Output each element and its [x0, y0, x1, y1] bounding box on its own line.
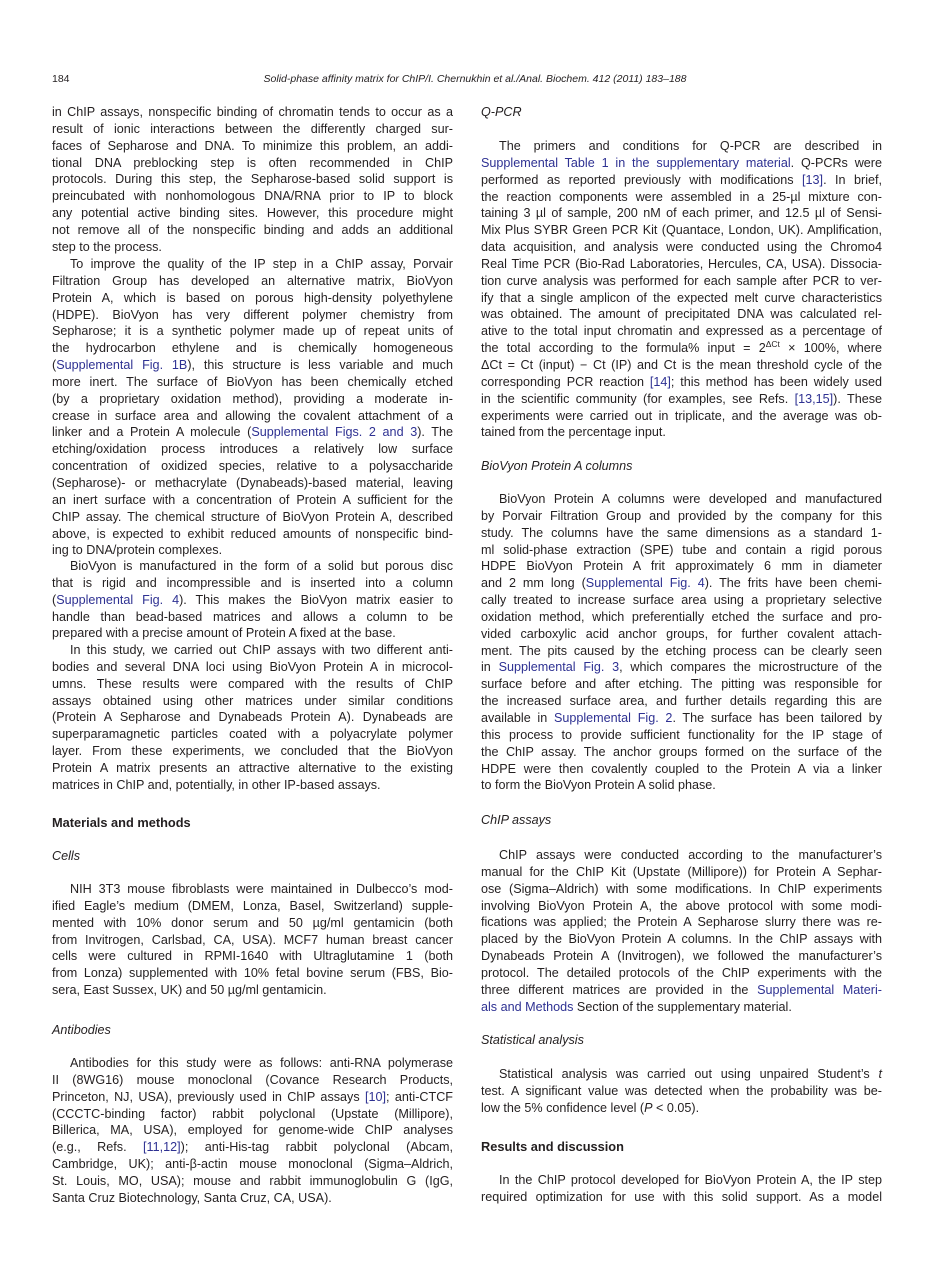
text-segment: ). These: [833, 391, 883, 406]
text-line: the increased surface area, and further details regarding this are: [481, 694, 882, 709]
text-line: [52, 592, 453, 609]
text-line: Dynabeads Protein A (Invitrogen), we followed the manufacturer’s: [481, 949, 882, 964]
text-line: the ChIP assay. The anchor groups formed on the surface of the: [481, 744, 882, 759]
italic-symbol: t: [878, 1067, 882, 1081]
paragraph-biovyon-disc: [52, 558, 453, 642]
text-line: Protein A matrix presents an attractive alternative to the existing: [52, 760, 453, 775]
text-line: data acquisition, and analysis were conducted using the Chromo4: [481, 240, 882, 255]
paragraph-columns: [481, 491, 882, 794]
reference-link[interactable]: Supplemental Fig. 3: [498, 660, 620, 675]
running-head: Solid-phase affinity matrix for ChIP/I. Chernukhin et al./Anal. Biochem. 412 (2011) 183–188: [263, 73, 687, 85]
text-line: preincubated with nonhomologous DNA/RNA prior to IP to block: [52, 189, 453, 204]
reference-link[interactable]: [13,15]: [794, 391, 834, 406]
text-line: [481, 999, 882, 1016]
text-line: more inert. The surface of BioVyon has been chemically etched: [52, 374, 453, 389]
text-line: [481, 575, 882, 592]
text-line: The primers and conditions for Q-PCR are described in: [499, 139, 882, 153]
text-line: the hydrocarbon ethylene and is chemically homogeneous: [52, 341, 453, 356]
text-line: Cambridge, UK); anti-β-actin mouse monoclonal (Sigma–Aldrich,: [52, 1157, 453, 1172]
text-line: tion curve analysis was performed for each sample after PCR to ver-: [481, 273, 882, 288]
text-line: concentration of oxidized species, relative to a polysaccharide: [52, 459, 453, 474]
text-line: cally treated to increase surface area using a proprietary selective: [481, 593, 882, 608]
text-line: St. Louis, MO, USA); mouse and rabbit immunoglobulin G (IgG,: [52, 1173, 453, 1188]
text-line: faces of Sepharose and DNA. To minimize this problem, an addi-: [52, 138, 453, 153]
text-line: Santa Cruz Biotechnology, Santa Cruz, CA, USA).: [52, 1190, 332, 1205]
text-line: oxidation method, which preferentially etched the surface and pro-: [481, 609, 882, 624]
text-line: ose (Sigma–Aldrich) with some modifications. In ChIP experiments: [481, 881, 882, 896]
text-segment: ). This makes the BioVyon matrix easier to: [179, 592, 454, 607]
text-line: result of ionic interactions between the differently charged sur-: [52, 121, 453, 136]
reference-link[interactable]: Supplemental Fig. 1B: [56, 358, 188, 373]
text-line: ing to DNA/protein complexes.: [52, 543, 223, 558]
text-segment: Statistical analysis was carried out using unpaired Student’s: [499, 1067, 879, 1081]
paragraph-antibodies: [52, 1055, 453, 1207]
text-segment: linker and a Protein A molecule (: [52, 425, 252, 440]
text-line: Protein A, which is based on porous high-density polyethylene: [52, 290, 453, 305]
text-line: was obtained. The amount of precipitated DNA was calculated rel-: [481, 307, 882, 322]
text-line: [52, 424, 453, 441]
subsection-heading-chip: ChIP assays: [481, 813, 552, 827]
text-line: mented with 10% donor serum and 50 µg/ml gentamicin (both: [52, 915, 453, 930]
text-line: Billerica, MA, USA), employed for genome-wide ChIP analyses: [52, 1123, 453, 1138]
text-line: ified Eagle’s medium (DMEM, Lonza, Basel, Switzerland) supple-: [52, 898, 453, 913]
subsection-heading-statistics: Statistical analysis: [481, 1033, 584, 1047]
text-line: [481, 391, 882, 408]
text-line: required optimization for use with this solid support. As a model: [481, 1189, 882, 1204]
text-segment: ). The frits have been chemi-: [704, 576, 883, 591]
paragraph-intro-continued: [52, 104, 453, 256]
section-heading-results: Results and discussion: [481, 1139, 624, 1154]
text-line: test. A significant value was detected when the probability was be-: [481, 1083, 882, 1098]
text-line: Real Time PCR (Bio-Rad Laboratories, Hercules, CA, USA). Dissocia-: [481, 256, 882, 271]
text-segment: . Q-PCRs were: [790, 155, 882, 170]
text-line: (by a proprietary oxidation method), providing a moderate in-: [52, 391, 453, 406]
text-line: by Porvair Filtration Group and provided by the company for this: [481, 508, 882, 523]
reference-link[interactable]: Supplemental Fig. 2: [553, 710, 673, 725]
text-line: placed by the BioVyon Protein A columns. In the ChIP assays with: [481, 932, 882, 947]
superscript: ΔCt: [765, 338, 780, 349]
reference-link[interactable]: als and Methods: [481, 999, 574, 1014]
text-line: ChIP assay. The chemical structure of BioVyon Protein A, described: [52, 509, 453, 524]
text-line: ative to the total input chromatin and expressed as a percentage of: [481, 324, 882, 339]
text-segment: available in: [481, 710, 554, 725]
text-segment: (e.g., Refs.: [52, 1140, 144, 1155]
subsection-heading-cells: Cells: [52, 849, 80, 863]
text-line: ify that a single amplicon of the expected melt curve characteristics: [481, 290, 882, 305]
reference-link[interactable]: Supplemental Fig. 4: [585, 576, 705, 591]
text-segment: . In brief,: [823, 172, 883, 187]
text-line: [481, 710, 882, 727]
paragraph-this-study: [52, 642, 453, 794]
text-line: (HDPE). BioVyon has very different polymer chemistry from: [52, 307, 453, 322]
text-line: sera, East Sussex, UK) and 50 µg/ml gentamicin.: [52, 983, 327, 998]
text-line: [52, 357, 453, 374]
text-line: layer. From these experiments, we concluded that the BioVyon: [52, 744, 453, 759]
text-segment: , which compares the microstructure of the: [619, 660, 882, 675]
text-line: In the ChIP protocol developed for BioVyon Protein A, the IP step: [499, 1173, 882, 1187]
text-segment: Section of the supplementary material.: [573, 999, 792, 1014]
text-line: crease in surface area and allowing the covalent attachment of a: [52, 408, 453, 423]
paragraph-qpcr: [481, 138, 882, 441]
text-line: [481, 1100, 882, 1117]
text-line: manual for the ChIP Kit (Upstate (Millipore)) for Protein A Sephar-: [481, 864, 882, 879]
text-line: experiments were carried out in triplicate, and the average was ob-: [481, 408, 882, 423]
text-segment: ); anti-His-tag rabbit polyclonal (Abcam,: [180, 1140, 453, 1155]
text-line: [481, 659, 882, 676]
text-line: ChIP assays were conducted according to the manufacturer’s: [499, 848, 882, 862]
text-line: ment. The pits caused by the etching process can be clearly seen: [481, 643, 882, 658]
text-line: In this study, we carried out ChIP assays with two different anti-: [70, 643, 453, 657]
paragraph-results: [481, 1172, 882, 1206]
text-line: taining 3 µl of sample, 200 nM of each primer, and 12.5 µl of Sensi-: [481, 206, 882, 221]
reference-link[interactable]: [10]: [365, 1089, 387, 1104]
text-line: [481, 155, 882, 172]
text-line: protocols. During this step, the Sepharose-based solid support is: [52, 172, 453, 187]
text-line: (Sepharose)- or methacrylate (Dynabeads)-based material, leaving: [52, 475, 453, 490]
paragraph-statistics: [481, 1066, 882, 1117]
text-segment: × 100%, where: [779, 341, 882, 356]
text-line: Sepharose; it is a synthetic polymer made up of repeat units of: [52, 324, 453, 339]
text-segment: (: [52, 358, 57, 373]
text-segment: (: [52, 592, 57, 607]
text-line: to form the BioVyon Protein A solid phase.: [481, 778, 716, 793]
text-segment: ). The: [417, 425, 453, 440]
reference-link[interactable]: [11,12]: [143, 1140, 181, 1155]
text-line: Filtration Group has developed an alternative matrix, BioVyon: [52, 273, 453, 288]
text-line: umns. These results were compared with the results of ChIP: [52, 676, 453, 691]
text-line: HDPE BioVyon Protein A frit approximately 6 mm in diameter: [481, 559, 882, 574]
text-segment: corresponding PCR reaction: [481, 374, 650, 389]
text-line: II (8WG16) mouse monoclonal (Covance Research Products,: [52, 1072, 453, 1087]
text-line: the reaction components were assembled in a 25-µl mixture con-: [481, 189, 882, 204]
text-line: this process to provide sufficient functionality for the IP stage of: [481, 727, 882, 742]
text-line: study. The columns have the same dimensions as a standard 1-: [481, 525, 882, 540]
text-line: from Invitrogen, Carlsbad, CA, USA). MCF7 human breast cancer: [52, 932, 453, 947]
text-line: superparamagnetic particles coated with a polyacrylate polymer: [52, 727, 453, 742]
text-line: BioVyon Protein A columns were developed and manufactured: [499, 492, 882, 506]
text-line: protocol. The detailed protocols of the ChIP experiments with the: [481, 965, 882, 980]
text-line: BioVyon is manufactured in the form of a solid but porous disc: [70, 559, 453, 573]
text-line: etching/oxidation process introduces a relatively low surface: [52, 442, 453, 457]
subsection-heading-antibodies: Antibodies: [52, 1023, 111, 1037]
text-line: bodies and several DNA loci using BioVyon Protein A in microcol-: [52, 659, 453, 674]
text-line: prepared with a precise amount of Protein A fixed at the base.: [52, 626, 396, 641]
page-number: 184: [52, 73, 70, 85]
text-line: any potential active binding sites. However, this procedure might: [52, 206, 453, 221]
text-line: matrices in ChIP and, potentially, in other IP-based assays.: [52, 777, 381, 792]
text-line: To improve the quality of the IP step in a ChIP assay, Porvair: [70, 257, 453, 271]
text-segment: ; this method has been widely used: [670, 374, 882, 389]
text-line: Antibodies for this study were as follows: anti-RNA polymerase: [70, 1056, 453, 1070]
text-line: [52, 1089, 453, 1106]
text-line: HDPE were then covalently coupled to the Protein A via a linker: [481, 761, 882, 776]
text-line: (CCCTC-binding factor) rabbit polyclonal (Upstate (Millipore),: [52, 1106, 453, 1121]
text-line: [52, 1139, 453, 1156]
text-line: assays obtained using other matrices under similar conditions: [52, 693, 453, 708]
paragraph-chip: [481, 847, 882, 1015]
text-line: an inert surface with a concentration of Protein A sufficient for the: [52, 492, 453, 507]
text-line: [481, 374, 882, 391]
text-segment: and 2 mm long (: [481, 576, 586, 591]
text-line: cells were cultured in RPMI-1640 with Ultraglutamine 1 (both: [52, 949, 453, 964]
paragraph-biovyon-intro: [52, 256, 453, 559]
text-line: NIH 3T3 mouse fibroblasts were maintained in Dulbecco’s mod-: [70, 882, 453, 896]
text-line: that is rigid and incompressible and is inserted into a column: [52, 575, 453, 590]
text-line: fications was applied; the Protein A Sepharose slurry there was re-: [481, 915, 882, 930]
reference-link[interactable]: Supplemental Table 1 in the supplementary material: [481, 155, 791, 170]
reference-link[interactable]: [14]: [649, 374, 671, 389]
text-segment: ; anti-CTCF: [386, 1089, 453, 1104]
italic-symbol: P: [644, 1100, 653, 1115]
text-segment: the total according to the formula% input = 2: [481, 341, 766, 356]
text-line: tional DNA preblocking step is often recommended in ChIP: [52, 155, 453, 170]
subsection-heading-qpcr: Q-PCR: [481, 105, 522, 119]
text-line: ΔCt = Ct (input) − Ct (IP) and Ct is the mean threshold cycle of the: [481, 357, 882, 372]
section-heading-materials: Materials and methods: [52, 815, 191, 830]
text-segment: performed as reported previously with modifications: [481, 172, 803, 187]
text-segment: ), this structure is less variable and much: [187, 358, 453, 373]
reference-link[interactable]: Supplemental Materi-: [757, 982, 882, 997]
text-line: ml solid-phase extraction (SPE) tube and contain a rigid porous: [481, 542, 882, 557]
reference-link[interactable]: [13]: [802, 172, 824, 187]
text-line: [481, 982, 882, 999]
paragraph-cells: [52, 881, 453, 999]
text-line: from Lonza) supplemented with 10% fetal bovine serum (FBS, Bio-: [52, 966, 453, 981]
text-line: [481, 340, 882, 357]
reference-link[interactable]: Supplemental Fig. 4: [56, 592, 180, 607]
text-line: tained from the percentage input.: [481, 425, 666, 440]
text-line: step to the process.: [52, 239, 162, 254]
text-line: above, is expected to exhibit reduced amounts of nonspecific bind-: [52, 526, 453, 541]
text-segment: . The surface has been tailored by: [672, 710, 882, 725]
text-segment: < 0.05).: [652, 1100, 700, 1115]
text-segment: three different matrices are provided in the: [481, 982, 758, 997]
text-line: [481, 1066, 882, 1083]
text-line: handle than bead-based matrices and allows a column to be: [52, 609, 453, 624]
subsection-heading-columns: BioVyon Protein A columns: [481, 459, 633, 473]
text-line: involving BioVyon Protein A, the above protocol with some modi-: [481, 898, 882, 913]
text-segment: Princeton, NJ, USA), previously used in ChIP assays: [52, 1089, 366, 1104]
text-line: not remove all of the nonspecific binding and adds an additional: [52, 222, 453, 237]
text-segment: in the scientific community (for examples, see Refs.: [481, 391, 795, 406]
text-line: in ChIP assays, nonspecific binding of chromatin tends to occur as a: [52, 105, 453, 119]
text-line: Mix Plus SYBR Green PCR Kit (Quantace, London, UK). Amplification,: [481, 223, 882, 238]
text-line: (Protein A Sepharose and Dynabeads Protein A). Dynabeads are: [52, 710, 453, 725]
text-line: vided carboxylic acid anchor groups, for further covalent attach-: [481, 626, 882, 641]
text-line: surface before and after etching. The pitting was responsible for: [481, 677, 882, 692]
text-segment: in: [481, 660, 499, 675]
text-segment: low the 5% confidence level (: [481, 1100, 645, 1115]
text-line: [481, 172, 882, 189]
reference-link[interactable]: Supplemental Figs. 2 and 3: [251, 425, 418, 440]
